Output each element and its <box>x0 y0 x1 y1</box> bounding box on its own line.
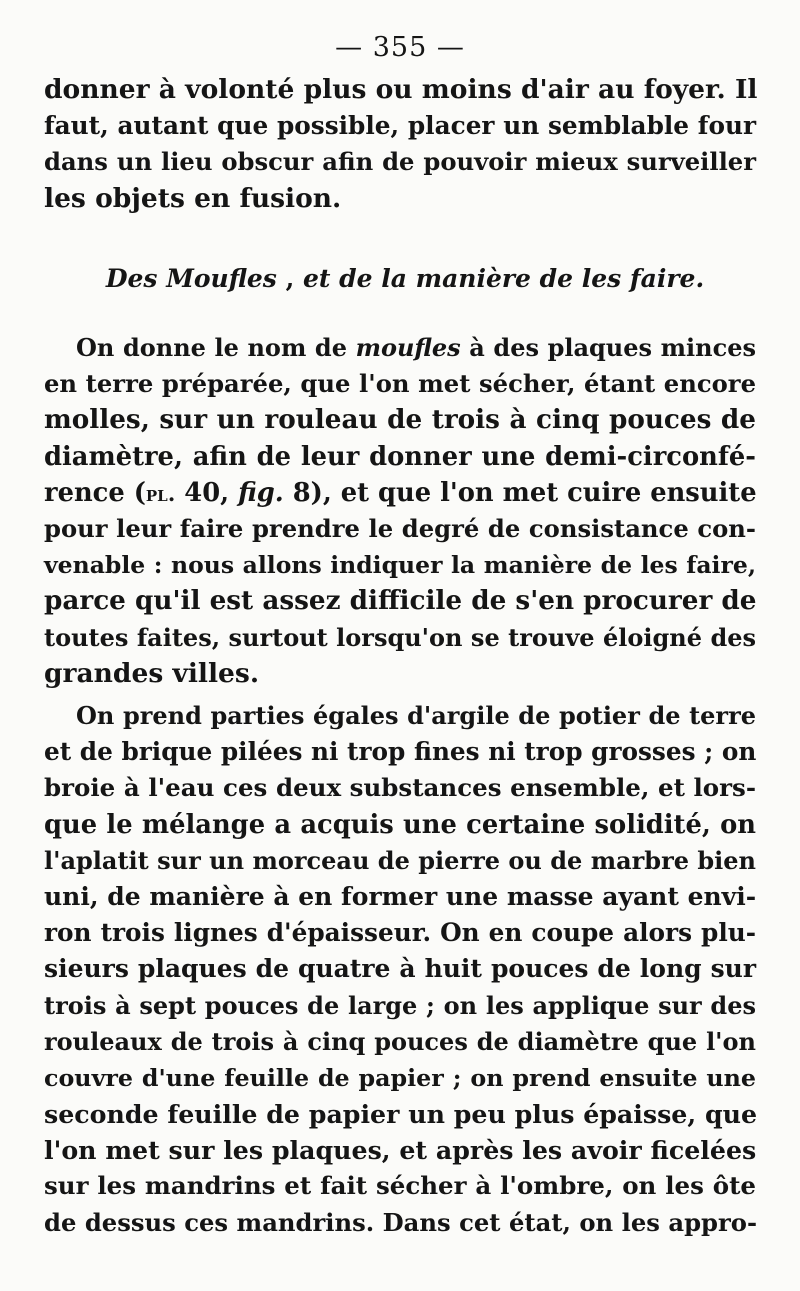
text-line: donner à volonté plus ou moins d'air au foyer. Il <box>44 74 758 105</box>
text-line <box>44 330 756 366</box>
heading-part1: Des Moufles <box>105 264 277 293</box>
section-heading <box>0 264 800 293</box>
text-line: faut, autant que possible, placer un semblable four <box>44 111 756 141</box>
text-line: sieurs plaques de quatre à huit pouces de long sur <box>44 954 756 984</box>
heading-separator: , <box>276 264 303 293</box>
figure-abbreviation: fig. <box>238 477 284 508</box>
text-line: seconde feuille de papier un peu plus épaisse, que <box>44 1099 758 1130</box>
text-line: On prend parties égales d'argile de potier de terre <box>76 701 756 730</box>
text-line: et de brique pilées ni trop fines ni trop grosses ; on <box>44 737 757 767</box>
paragraph-continuation <box>44 72 756 217</box>
text-run: On donne le nom de <box>76 333 356 362</box>
paragraph-moufles-definition <box>44 330 756 692</box>
text-run: 8), et que l'on met cuire ensuite <box>283 477 757 508</box>
text-line <box>44 475 756 511</box>
text-line: l'on met sur les plaques, et après les avoir ficelées <box>44 1135 757 1166</box>
text-line: en terre préparée, que l'on met sécher, étant encore <box>44 369 756 399</box>
text-line: uni, de manière à en former une masse ayant envi- <box>44 881 757 911</box>
page-number: — 355 — <box>335 32 465 63</box>
text-line: trois à sept pouces de large ; on les applique sur des <box>44 990 756 1020</box>
text-line: venable : nous allons indiquer la manière de les faire, <box>44 551 756 580</box>
text-line: rouleaux de trois à cinq pouces de diamètre que l'on <box>44 1026 756 1056</box>
text-line: toutes faites, surtout lorsqu'on se trouve éloigné des <box>44 622 756 652</box>
plate-abbreviation: pl. <box>145 480 176 507</box>
text-line: ron trois lignes d'épaisseur. On en coupe alors plu- <box>44 918 756 948</box>
text-line: dans un lieu obscur afin de pouvoir mieux surveiller <box>44 147 756 177</box>
text-line: l'aplatit sur un morceau de pierre ou de marbre bien <box>44 845 756 875</box>
text-line: molles, sur un rouleau de trois à cinq pouces de <box>44 404 756 436</box>
text-line: grandes villes. <box>44 657 260 689</box>
italic-term: moufles <box>355 333 461 362</box>
text-line: les objets en fusion. <box>44 182 342 214</box>
text-line: couvre d'une feuille de papier ; on prend ensuite une <box>44 1063 756 1092</box>
paragraph-preparation <box>44 698 756 1241</box>
text-line: broie à l'eau ces deux substances ensemble, et lors- <box>44 773 756 803</box>
text-run: rence ( <box>44 477 146 508</box>
text-line: pour leur faire prendre le degré de consistance con- <box>44 513 756 543</box>
text-line: sur les mandrins et fait sécher à l'ombre, on les ôte <box>44 1171 756 1201</box>
text-line: parce qu'il est assez difficile de s'en procurer de <box>44 585 757 617</box>
text-run: 40, <box>175 477 239 508</box>
text-line: de dessus ces mandrins. Dans cet état, on les appro- <box>44 1207 758 1237</box>
heading-part2: et de la manière de les faire. <box>303 264 705 293</box>
text-run: à des plaques minces <box>460 333 756 362</box>
text-line: diamètre, afin de leur donner une demi-circonfé- <box>44 441 756 472</box>
text-line: que le mélange a acquis une certaine solidité, on <box>44 809 756 840</box>
